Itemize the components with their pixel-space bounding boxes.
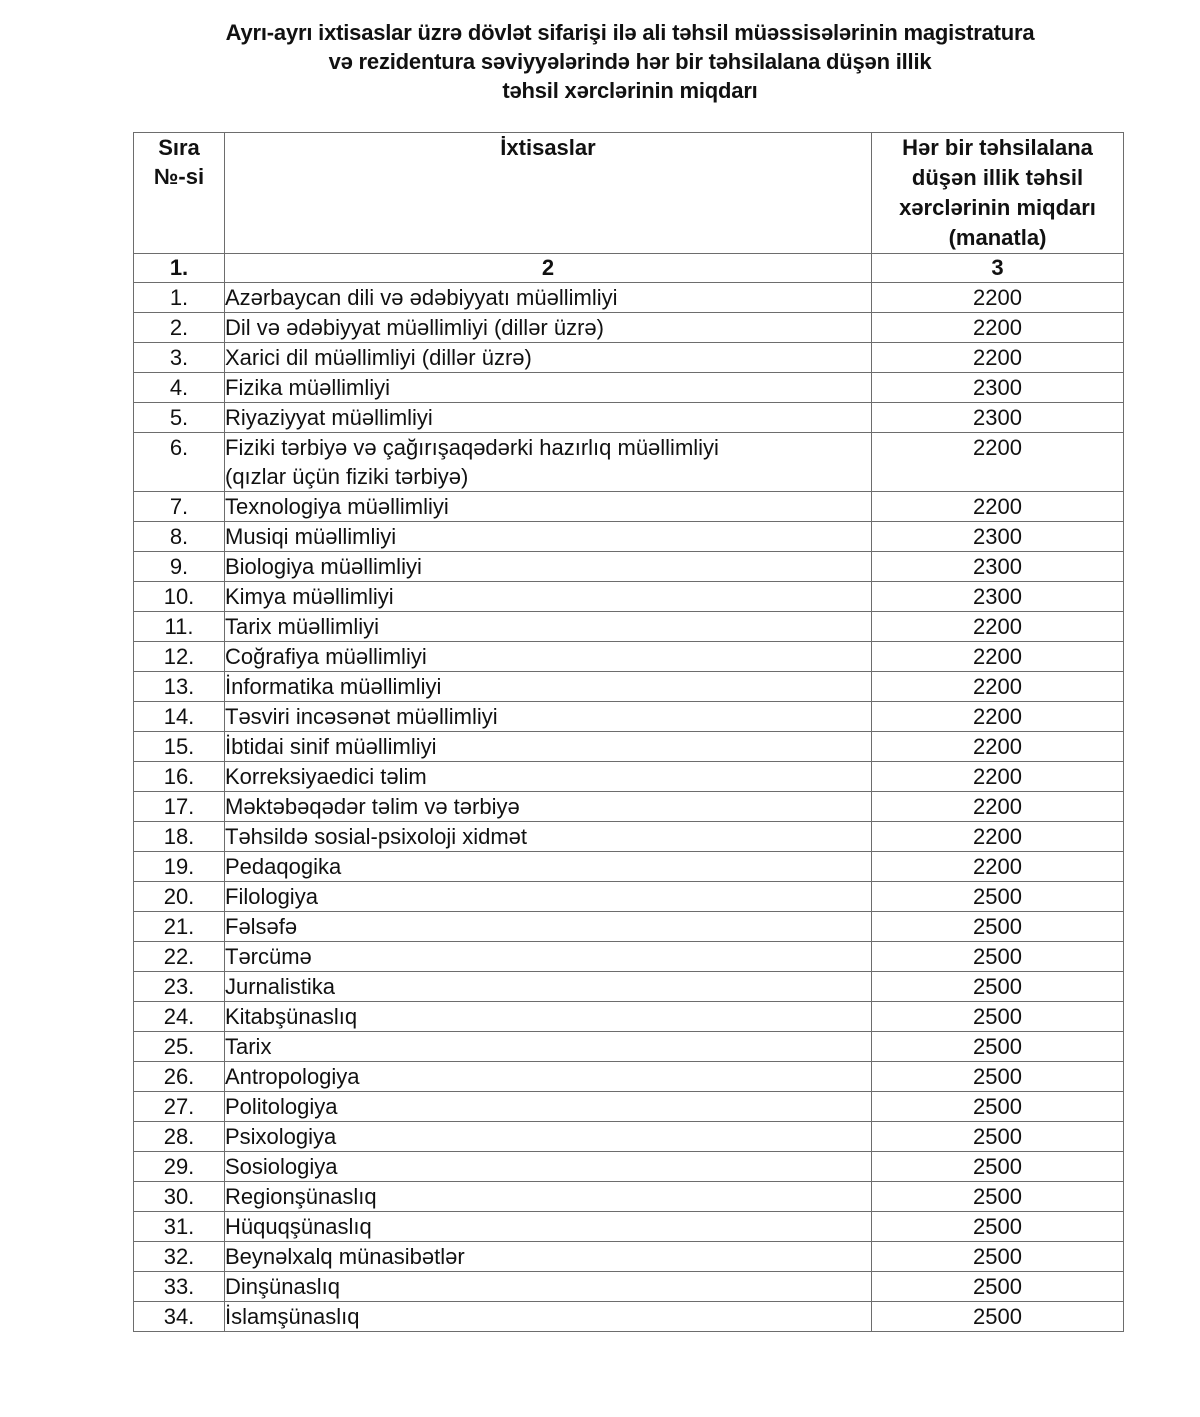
row-number: 34. [134, 1302, 225, 1332]
specialty-name: Politologiya [225, 1094, 338, 1119]
row-amount: 2200 [872, 283, 1124, 313]
row-specialty [225, 283, 872, 313]
row-amount: 2200 [872, 852, 1124, 882]
row-specialty [225, 343, 872, 373]
row-number: 7. [134, 492, 225, 522]
specialty-name: Dinşünaslıq [225, 1274, 340, 1299]
row-specialty [225, 1302, 872, 1332]
table-row [134, 1152, 1124, 1182]
specialty-name: Musiqi müəllimliyi [225, 524, 397, 549]
row-number: 24. [134, 1002, 225, 1032]
row-specialty [225, 1002, 872, 1032]
row-specialty [225, 672, 872, 702]
specialty-name: Fiziki tərbiyə və çağırışaqədərki hazırlıq müəllimliyi [225, 435, 719, 460]
row-specialty [225, 1182, 872, 1212]
row-number: 8. [134, 522, 225, 552]
row-number: 28. [134, 1122, 225, 1152]
table-row [134, 852, 1124, 882]
row-amount: 2200 [872, 313, 1124, 343]
specialty-name-continued: (qızlar üçün fiziki tərbiyə) [225, 464, 469, 489]
specialty-name: Jurnalistika [225, 974, 336, 999]
table-row [134, 912, 1124, 942]
row-amount: 2500 [872, 942, 1124, 972]
table-row [134, 732, 1124, 762]
specialty-name: Tərcümə [225, 944, 312, 969]
row-number: 11. [134, 612, 225, 642]
row-amount: 2500 [872, 972, 1124, 1002]
row-amount: 2500 [872, 1182, 1124, 1212]
row-amount: 2500 [872, 1242, 1124, 1272]
row-specialty [225, 642, 872, 672]
row-number: 33. [134, 1272, 225, 1302]
specialty-name: Təsviri incəsənət müəllimliyi [225, 704, 498, 729]
table-row [134, 552, 1124, 582]
row-specialty [225, 942, 872, 972]
row-specialty [225, 1092, 872, 1122]
row-specialty [225, 1062, 872, 1092]
table-row [134, 1122, 1124, 1152]
cost-table [133, 132, 1124, 1332]
row-amount: 2300 [872, 552, 1124, 582]
row-specialty [225, 433, 872, 492]
row-specialty [225, 552, 872, 582]
row-number: 25. [134, 1032, 225, 1062]
row-amount: 2200 [872, 612, 1124, 642]
row-number: 4. [134, 373, 225, 403]
column-number-3: 3 [872, 254, 1124, 283]
table-row [134, 582, 1124, 612]
row-number: 23. [134, 972, 225, 1002]
row-number: 20. [134, 882, 225, 912]
row-amount: 2200 [872, 702, 1124, 732]
table-row [134, 373, 1124, 403]
table-row [134, 1062, 1124, 1092]
document-title [100, 18, 1160, 105]
specialty-name: Riyaziyyat müəllimliyi [225, 405, 433, 430]
row-specialty [225, 792, 872, 822]
row-number: 2. [134, 313, 225, 343]
row-amount: 2500 [872, 882, 1124, 912]
row-amount: 2500 [872, 912, 1124, 942]
specialty-name: Təhsildə sosial-psixoloji xidmət [225, 824, 528, 849]
table-row [134, 792, 1124, 822]
header-annual-cost: Hər bir təhsilalana düşən illik təhsil xərclərinin miqdarı (manatla) [872, 133, 1124, 254]
row-amount: 2500 [872, 1062, 1124, 1092]
row-amount: 2200 [872, 762, 1124, 792]
header-specialties: İxtisaslar [225, 133, 872, 254]
table-row [134, 1302, 1124, 1332]
row-amount: 2200 [872, 822, 1124, 852]
row-number: 16. [134, 762, 225, 792]
row-specialty [225, 1242, 872, 1272]
table-body [134, 283, 1124, 1332]
row-number: 17. [134, 792, 225, 822]
specialty-name: Beynəlxalq münasibətlər [225, 1244, 465, 1269]
specialty-name: Texnologiya müəllimliyi [225, 494, 449, 519]
row-number: 30. [134, 1182, 225, 1212]
title-line-3: təhsil xərclərinin miqdarı [502, 78, 758, 103]
table-row [134, 433, 1124, 492]
table-row [134, 492, 1124, 522]
table-row [134, 822, 1124, 852]
row-specialty [225, 762, 872, 792]
row-amount: 2500 [872, 1032, 1124, 1062]
row-number: 32. [134, 1242, 225, 1272]
row-amount: 2200 [872, 642, 1124, 672]
specialty-name: Korreksiyaedici təlim [225, 764, 427, 789]
table-row [134, 1212, 1124, 1242]
row-amount: 2300 [872, 522, 1124, 552]
specialty-name: Psixologiya [225, 1124, 337, 1149]
row-specialty [225, 1152, 872, 1182]
table-row [134, 403, 1124, 433]
specialty-name: Biologiya müəllimliyi [225, 554, 422, 579]
specialty-name: İnformatika müəllimliyi [225, 674, 442, 699]
row-amount: 2200 [872, 492, 1124, 522]
header-serial-number: Sıra №-si [134, 133, 225, 254]
row-specialty [225, 373, 872, 403]
row-specialty [225, 582, 872, 612]
table-row [134, 1002, 1124, 1032]
row-specialty [225, 822, 872, 852]
table-row [134, 612, 1124, 642]
row-specialty [225, 492, 872, 522]
row-specialty [225, 972, 872, 1002]
row-number: 26. [134, 1062, 225, 1092]
row-amount: 2500 [872, 1302, 1124, 1332]
table-row [134, 1242, 1124, 1272]
table-row [134, 702, 1124, 732]
specialty-name: Azərbaycan dili və ədəbiyyatı müəllimliyi [225, 285, 618, 310]
table-row [134, 642, 1124, 672]
specialty-name: Kitabşünaslıq [225, 1004, 358, 1029]
row-number: 22. [134, 942, 225, 972]
row-number: 13. [134, 672, 225, 702]
row-specialty [225, 403, 872, 433]
row-specialty [225, 1212, 872, 1242]
row-specialty [225, 882, 872, 912]
table-row [134, 1032, 1124, 1062]
table-header-row [134, 133, 1124, 254]
row-number: 31. [134, 1212, 225, 1242]
row-specialty [225, 702, 872, 732]
specialty-name: Dil və ədəbiyyat müəllimliyi (dillər üzrə) [225, 315, 604, 340]
table-row [134, 882, 1124, 912]
column-number-1: 1. [134, 254, 225, 283]
specialty-name: Regionşünaslıq [225, 1184, 377, 1209]
table-row [134, 313, 1124, 343]
row-specialty [225, 313, 872, 343]
title-line-1: Ayrı-ayrı ixtisaslar üzrə dövlət sifarişi ilə ali təhsil müəssisələrinin magistratura [225, 20, 1035, 45]
row-number: 12. [134, 642, 225, 672]
table-row [134, 343, 1124, 373]
row-amount: 2300 [872, 403, 1124, 433]
row-amount: 2200 [872, 343, 1124, 373]
specialty-name: Tarix [225, 1034, 272, 1059]
row-specialty [225, 852, 872, 882]
row-number: 29. [134, 1152, 225, 1182]
row-amount: 2200 [872, 433, 1124, 492]
row-amount: 2500 [872, 1092, 1124, 1122]
specialty-name: Tarix müəllimliyi [225, 614, 380, 639]
row-number: 18. [134, 822, 225, 852]
specialty-name: Antropologiya [225, 1064, 360, 1089]
row-specialty [225, 1122, 872, 1152]
row-number: 5. [134, 403, 225, 433]
specialty-name: Sosiologiya [225, 1154, 338, 1179]
row-amount: 2200 [872, 672, 1124, 702]
specialty-name: Fizika müəllimliyi [225, 375, 391, 400]
row-amount: 2200 [872, 732, 1124, 762]
row-number: 9. [134, 552, 225, 582]
row-amount: 2500 [872, 1002, 1124, 1032]
specialty-name: İbtidai sinif müəllimliyi [225, 734, 437, 759]
row-amount: 2300 [872, 373, 1124, 403]
row-number: 21. [134, 912, 225, 942]
specialty-name: Fəlsəfə [225, 914, 298, 939]
table-row [134, 283, 1124, 313]
row-specialty [225, 1032, 872, 1062]
row-number: 27. [134, 1092, 225, 1122]
column-number-row [134, 254, 1124, 283]
table-row [134, 942, 1124, 972]
specialty-name: Coğrafiya müəllimliyi [225, 644, 427, 669]
row-number: 10. [134, 582, 225, 612]
specialty-name: Filologiya [225, 884, 318, 909]
specialty-name: İslamşünaslıq [225, 1304, 360, 1329]
title-line-2: və rezidentura səviyyələrində hər bir təhsilalana düşən illik [328, 49, 932, 74]
row-number: 3. [134, 343, 225, 373]
row-amount: 2500 [872, 1212, 1124, 1242]
table-row [134, 522, 1124, 552]
row-specialty [225, 522, 872, 552]
column-number-2: 2 [225, 254, 872, 283]
row-specialty [225, 1272, 872, 1302]
row-amount: 2500 [872, 1152, 1124, 1182]
row-amount: 2500 [872, 1272, 1124, 1302]
row-amount: 2300 [872, 582, 1124, 612]
specialty-name: Xarici dil müəllimliyi (dillər üzrə) [225, 345, 532, 370]
row-number: 6. [134, 433, 225, 492]
row-specialty [225, 912, 872, 942]
row-specialty [225, 612, 872, 642]
table-row [134, 762, 1124, 792]
table-row [134, 672, 1124, 702]
table-row [134, 1092, 1124, 1122]
row-amount: 2200 [872, 792, 1124, 822]
specialty-name: Məktəbəqədər təlim və tərbiyə [225, 794, 520, 819]
row-amount: 2500 [872, 1122, 1124, 1152]
row-number: 1. [134, 283, 225, 313]
row-number: 15. [134, 732, 225, 762]
specialty-name: Hüquqşünaslıq [225, 1214, 372, 1239]
row-number: 14. [134, 702, 225, 732]
table-row [134, 1272, 1124, 1302]
specialty-name: Pedaqogika [225, 854, 342, 879]
table-row [134, 1182, 1124, 1212]
row-number: 19. [134, 852, 225, 882]
row-specialty [225, 732, 872, 762]
specialty-name: Kimya müəllimliyi [225, 584, 394, 609]
table-row [134, 972, 1124, 1002]
